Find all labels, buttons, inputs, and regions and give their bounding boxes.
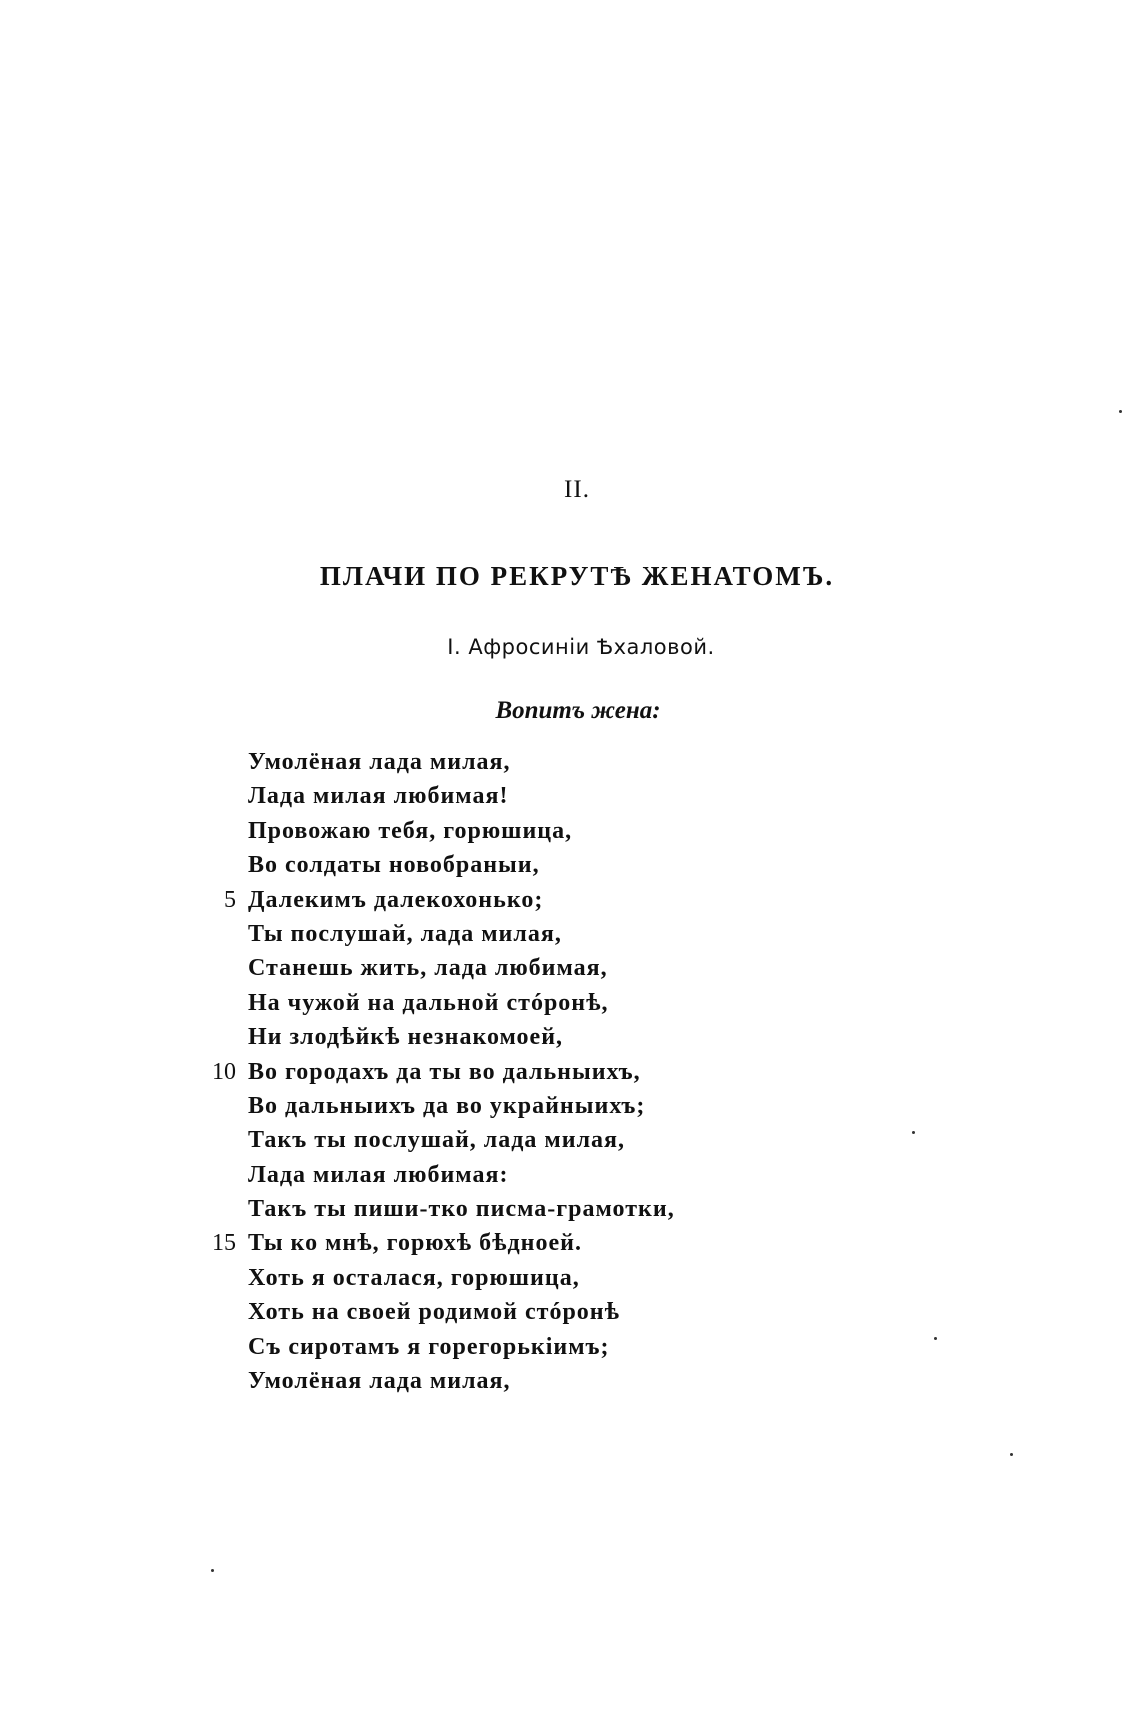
scan-speck xyxy=(912,1131,915,1134)
verse-line xyxy=(200,1364,760,1398)
verse-line xyxy=(200,1226,760,1260)
line-text: Такъ ты послушай, лада милая, xyxy=(248,1127,626,1154)
line-text: Во дальныихъ да во украйныихъ; xyxy=(248,1092,646,1119)
verse-line xyxy=(200,1295,760,1329)
part-number: II. xyxy=(564,476,590,503)
poem-body xyxy=(200,745,760,1398)
line-text: Такъ ты пиши-тко писма-грамотки, xyxy=(248,1196,675,1223)
line-text: Во солдаты новобраныи, xyxy=(248,852,540,879)
line-number: 5 xyxy=(224,886,236,913)
scan-speck xyxy=(934,1337,937,1340)
line-text: Провожаю тебя, горюшица, xyxy=(248,817,573,844)
line-number: 10 xyxy=(212,1058,236,1085)
verse-line xyxy=(200,814,760,848)
line-text: Лада милая любимая! xyxy=(248,783,509,810)
line-text: Съ сиротамъ я горегорькіимъ; xyxy=(248,1333,610,1360)
verse-line xyxy=(200,1330,760,1364)
scan-speck xyxy=(1119,410,1122,413)
verse-line xyxy=(200,1158,760,1192)
scan-speck xyxy=(1010,1453,1013,1456)
line-number: 15 xyxy=(212,1230,236,1257)
line-text: Хоть я осталася, горюшица, xyxy=(248,1264,580,1291)
section-title: ПЛАЧИ ПО РЕКРУТѢ ЖЕНАТОМЪ. xyxy=(319,561,835,591)
verse-line xyxy=(200,848,760,882)
verse-line xyxy=(200,883,760,917)
verse-line xyxy=(200,1192,760,1226)
verse-line xyxy=(200,745,760,779)
speaker-heading: Вопитъ жена: xyxy=(495,697,661,724)
verse-line xyxy=(200,1261,760,1295)
verse-line xyxy=(200,779,760,813)
verse-line xyxy=(200,917,760,951)
verse-line xyxy=(200,1020,760,1054)
line-text: Ты послушай, лада милая, xyxy=(248,920,562,947)
line-text: Ты ко мнѣ, горюхѣ бѣдноей. xyxy=(248,1230,582,1257)
line-text: Станешь жить, лада любимая, xyxy=(248,955,608,982)
line-text: Ни злодѣйкѣ незнакомоей, xyxy=(248,1024,564,1051)
line-text: На чужой на дальной стóронѣ, xyxy=(248,989,609,1016)
line-text: Умолёная лада милая, xyxy=(248,749,511,775)
line-text: Далекимъ далекохонько; xyxy=(248,886,544,913)
verse-line xyxy=(200,1089,760,1123)
verse-line xyxy=(200,1055,760,1089)
lament-subtitle: I. Афросиніи Ѣхаловой. xyxy=(447,635,715,659)
verse-line xyxy=(200,986,760,1020)
scan-speck xyxy=(211,1569,214,1572)
verse-line xyxy=(200,951,760,985)
line-text: Лада милая любимая: xyxy=(248,1161,509,1188)
line-text: Во городахъ да ты во дальныихъ, xyxy=(248,1058,641,1085)
line-text: Хоть на своей родимой стóронѣ xyxy=(248,1299,621,1326)
line-text: Умолёная лада милая, xyxy=(248,1368,511,1395)
verse-line xyxy=(200,1123,760,1157)
